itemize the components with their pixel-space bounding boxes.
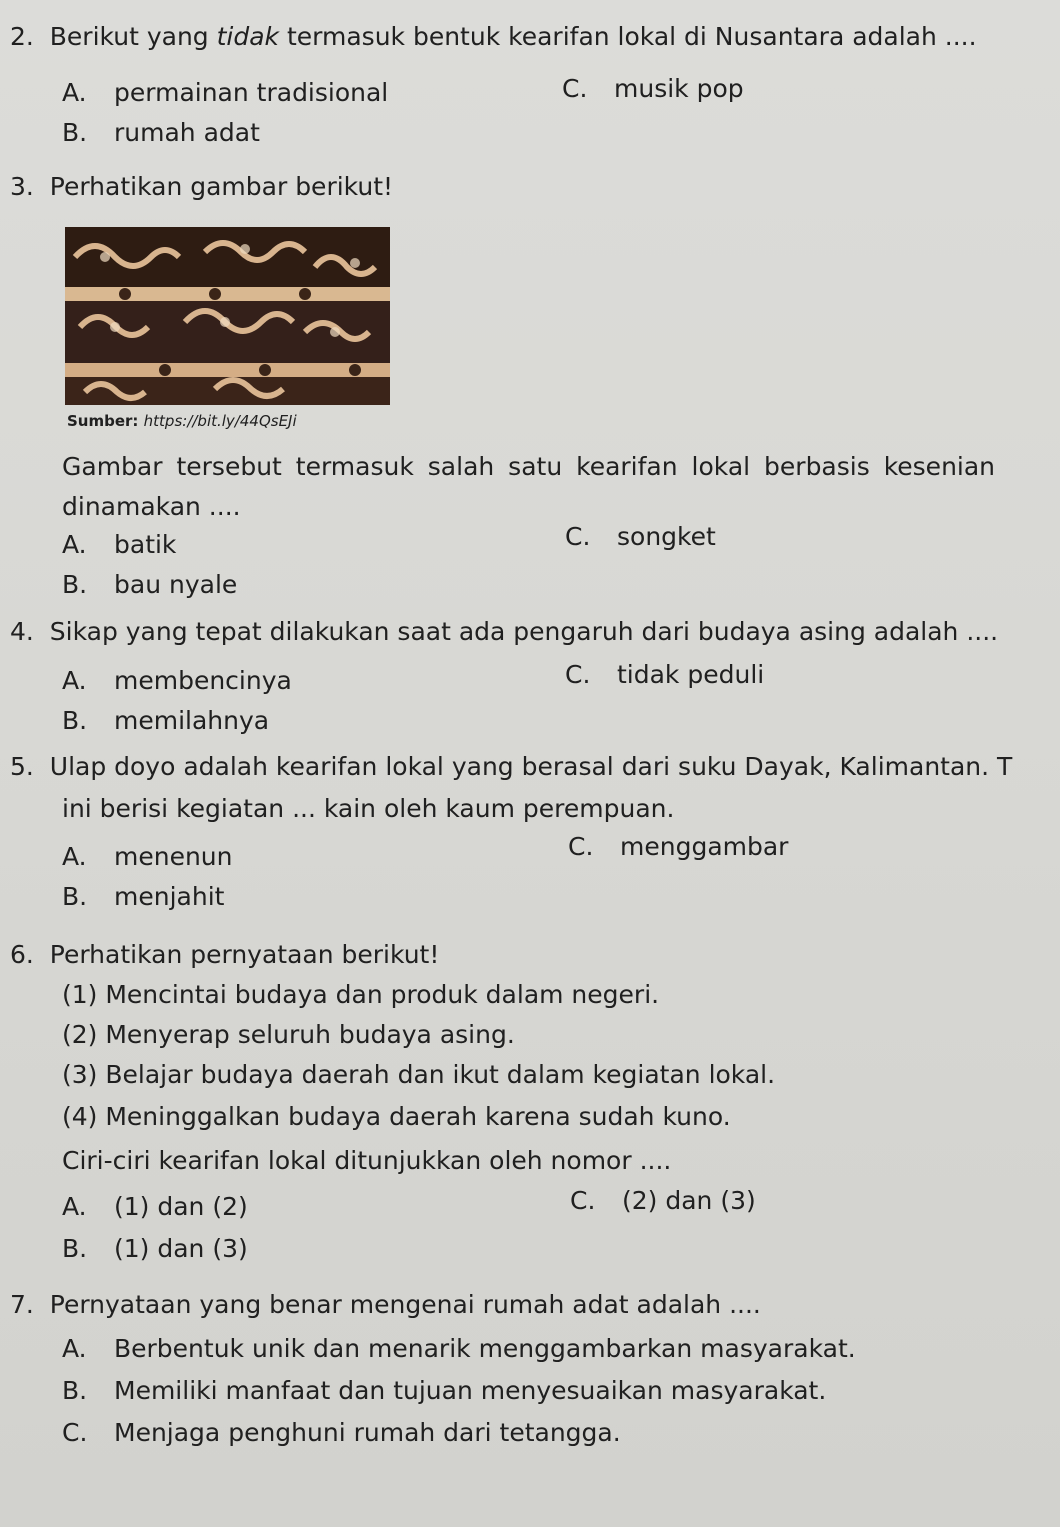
question-2 (10, 22, 977, 52)
option-label: menenun (114, 842, 233, 871)
option-c[interactable] (562, 74, 744, 104)
question-number: 6. (10, 940, 34, 969)
question-text-emphasis: tidak (216, 22, 280, 51)
option-label: Berbentuk unik dan menarik menggambarkan masyarakat. (114, 1334, 856, 1363)
option-b[interactable] (62, 118, 260, 148)
option-c[interactable] (570, 1186, 756, 1216)
question-7 (10, 1290, 761, 1320)
option-letter: C. (562, 74, 588, 103)
option-letter: A. (62, 1334, 87, 1363)
option-label: bau nyale (114, 570, 238, 599)
option-b[interactable] (62, 570, 237, 600)
question-text: Perhatikan pernyataan berikut! (49, 940, 440, 969)
option-a[interactable] (62, 1192, 248, 1222)
option-c[interactable] (565, 660, 764, 690)
option-letter: B. (62, 882, 88, 911)
question-5-line2: ini berisi kegiatan ... kain oleh kaum perempuan. (62, 794, 675, 823)
question-5-line1 (10, 752, 1012, 782)
option-letter: B. (62, 1376, 88, 1405)
option-label: Memiliki manfaat dan tujuan menyesuaikan masyarakat. (114, 1376, 827, 1405)
statement-4: (4) Meninggalkan budaya daerah karena sudah kuno. (62, 1102, 731, 1131)
option-letter: A. (62, 1192, 87, 1221)
option-letter: A. (62, 78, 87, 107)
option-letter: C. (565, 660, 591, 689)
option-label: memilahnya (114, 706, 270, 735)
option-label: (1) dan (3) (114, 1234, 248, 1263)
question-6-stem: Ciri-ciri kearifan lokal ditunjukkan oleh nomor .... (62, 1146, 672, 1175)
option-letter: A. (62, 666, 87, 695)
option-letter: B. (62, 706, 88, 735)
question-4 (10, 617, 998, 647)
question-3-stem-line2: dinamakan .... (62, 492, 241, 521)
option-label: songket (617, 522, 716, 551)
statement-3: (3) Belajar budaya daerah dan ikut dalam kegiatan lokal. (62, 1060, 776, 1089)
option-b[interactable] (62, 706, 269, 736)
option-a[interactable] (62, 1334, 856, 1364)
image-source (67, 412, 297, 430)
option-c[interactable] (568, 832, 788, 862)
question-number: 2. (10, 22, 34, 51)
option-label: menggambar (620, 832, 789, 861)
option-label: batik (114, 530, 177, 559)
option-c[interactable] (62, 1418, 621, 1448)
statement-1: (1) Mencintai budaya dan produk dalam negeri. (62, 980, 660, 1009)
question-3 (10, 172, 393, 202)
option-label: Menjaga penghuni rumah dari tetangga. (114, 1418, 621, 1447)
option-label: (2) dan (3) (622, 1186, 756, 1215)
question-number: 4. (10, 617, 34, 646)
option-a[interactable] (62, 78, 388, 108)
question-text: Ulap doyo adalah kearifan lokal yang berasal dari suku Dayak, Kalimantan. T (49, 752, 1013, 781)
option-b[interactable] (62, 1376, 826, 1406)
question-3-stem-line1: Gambar tersebut termasuk salah satu kearifan lokal berbasis kesenian (62, 452, 996, 481)
option-label: membencinya (114, 666, 292, 695)
option-label: tidak peduli (617, 660, 765, 689)
option-letter: B. (62, 118, 88, 147)
question-text: Perhatikan gambar berikut! (49, 172, 394, 201)
option-letter: C. (62, 1418, 88, 1447)
question-text-pre: Berikut yang (49, 22, 217, 51)
option-letter: C. (568, 832, 594, 861)
option-a[interactable] (62, 666, 292, 696)
question-6 (10, 940, 439, 970)
question-number: 3. (10, 172, 34, 201)
source-label: Sumber: (67, 412, 139, 430)
batik-pattern-image (65, 227, 390, 405)
option-letter: A. (62, 842, 87, 871)
option-label: menjahit (114, 882, 225, 911)
source-link[interactable]: https://bit.ly/44QsEJi (143, 412, 297, 430)
option-letter: C. (565, 522, 591, 551)
statement-2: (2) Menyerap seluruh budaya asing. (62, 1020, 515, 1049)
option-label: (1) dan (2) (114, 1192, 248, 1221)
option-label: permainan tradisional (114, 78, 389, 107)
option-letter: B. (62, 1234, 88, 1263)
question-text: Pernyataan yang benar mengenai rumah adat adalah .... (49, 1290, 761, 1319)
option-b[interactable] (62, 882, 224, 912)
option-letter: B. (62, 570, 88, 599)
question-text: Sikap yang tepat dilakukan saat ada pengaruh dari budaya asing adalah .... (49, 617, 999, 646)
question-number: 7. (10, 1290, 34, 1319)
option-a[interactable] (62, 842, 233, 872)
option-label: musik pop (614, 74, 744, 103)
option-a[interactable] (62, 530, 176, 560)
option-b[interactable] (62, 1234, 248, 1264)
option-letter: A. (62, 530, 87, 559)
question-number: 5. (10, 752, 34, 781)
option-c[interactable] (565, 522, 716, 552)
option-letter: C. (570, 1186, 596, 1215)
question-text-post: termasuk bentuk kearifan lokal di Nusantara adalah .... (279, 22, 977, 51)
option-label: rumah adat (114, 118, 260, 147)
